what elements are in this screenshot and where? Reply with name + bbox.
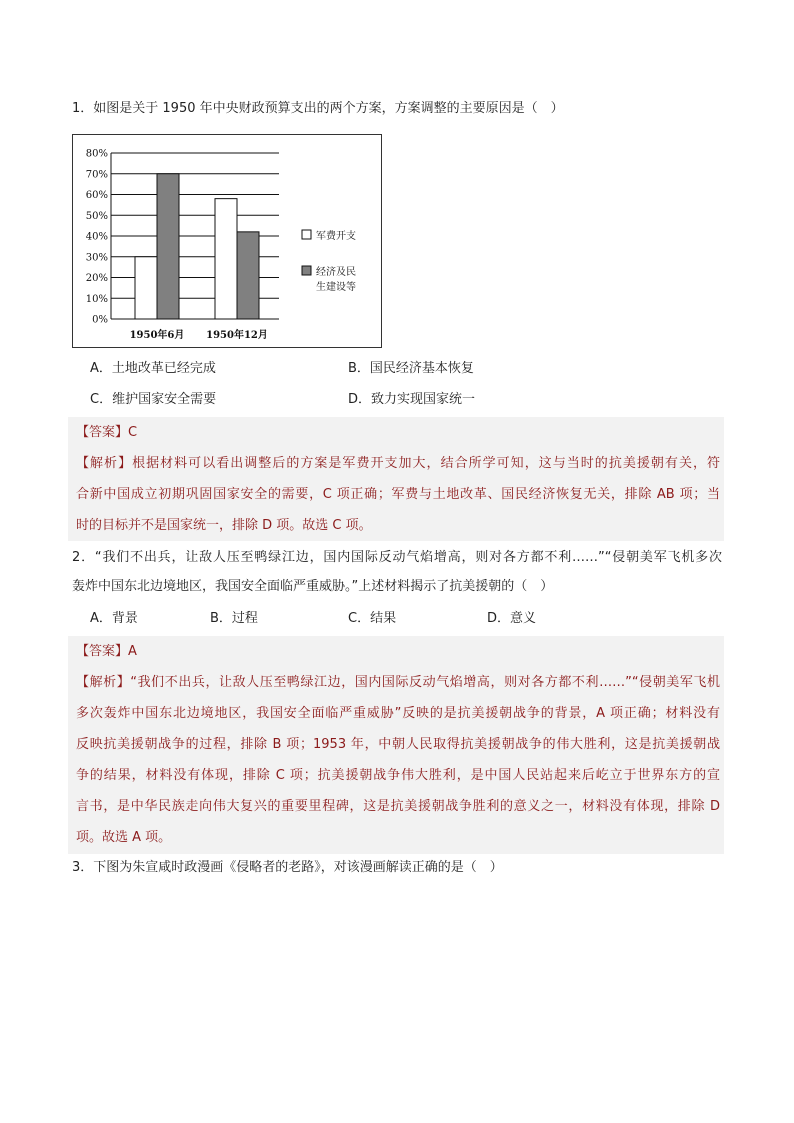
q2-analysis-line: 项。故选 A 项。 bbox=[76, 830, 172, 845]
chart-svg bbox=[73, 135, 383, 349]
q1-analysis-line: 合新中国成立初期巩固国家安全的需要，C 项正确；军费与土地改革、国民经济恢复无关，排除 AB 项；当 bbox=[76, 487, 720, 502]
y-tick-label: 80% bbox=[85, 148, 108, 160]
q2-analysis-line: 言书，是中华民族走向伟大复兴的重要里程碑，这是抗美援朝战争胜利的意义之一，材料没有体现，排除 D bbox=[76, 799, 720, 814]
y-tick-label: 10% bbox=[85, 293, 108, 305]
q1-option-b[interactable]: B．国民经济基本恢复 bbox=[348, 361, 474, 376]
y-tick-label: 30% bbox=[85, 252, 108, 264]
legend-label: 军费开支 bbox=[316, 231, 356, 242]
y-tick-label: 60% bbox=[85, 190, 108, 201]
q2-analysis-line: 多次轰炸中国东北边境地区，我国安全面临严重威胁”反映的是抗美援朝战争的背景，A 项正确；材料没有 bbox=[76, 706, 720, 721]
q1-option-c[interactable]: C．维护国家安全需要 bbox=[90, 392, 217, 407]
x-tick-label: 1950年6月 bbox=[129, 330, 185, 341]
q2-analysis-line: 【解析】“我们不出兵，让敌人压至鸭绿江边，国内国际反动气焰增高，则对各方都不利……”“侵朝美军飞机 bbox=[76, 675, 720, 690]
q1-analysis-line: 时的目标并不是国家统一，排除 D 项。故选 C 项。 bbox=[76, 518, 372, 533]
q2-option-c[interactable]: C．结果 bbox=[348, 611, 397, 626]
y-tick-label: 40% bbox=[85, 231, 108, 243]
question-2-stem-line: 2．“我们不出兵，让敌人压至鸭绿江边，国内国际反动气焰增高，则对各方都不利……”“侵朝美军飞机多次 bbox=[72, 550, 722, 565]
legend-swatch bbox=[302, 230, 311, 239]
question-2-stem-line: 轰炸中国东北边境地区，我国安全面临严重威胁。”上述材料揭示了抗美援朝的（ ） bbox=[72, 579, 554, 594]
q2-answer: 【答案】A bbox=[76, 644, 137, 659]
q1-answer: 【答案】C bbox=[76, 425, 138, 440]
q1-answer-box bbox=[68, 417, 724, 541]
legend-label: 经济及民 bbox=[316, 267, 356, 278]
q2-analysis-line: 争的结果，材料没有体现，排除 C 项；抗美援朝战争伟大胜利，是中国人民站起来后屹立于世界东方的宣 bbox=[76, 768, 720, 783]
y-tick-label: 0% bbox=[92, 314, 108, 326]
x-tick-label: 1950年12月 bbox=[206, 330, 268, 341]
legend-swatch bbox=[302, 266, 311, 275]
question-3-stem: 3．下图为朱宣咸时政漫画《侵略者的老路》，对该漫画解读正确的是（ ） bbox=[72, 860, 503, 875]
q1-option-d[interactable]: D．致力实现国家统一 bbox=[348, 392, 476, 407]
legend-label: 生建设等 bbox=[316, 282, 356, 293]
bar bbox=[237, 232, 259, 319]
q2-option-a[interactable]: A．背景 bbox=[90, 611, 138, 626]
y-tick-label: 70% bbox=[85, 169, 108, 181]
bar bbox=[215, 199, 237, 319]
q2-option-b[interactable]: B．过程 bbox=[210, 611, 258, 626]
q2-answer-box bbox=[68, 636, 724, 854]
bar bbox=[157, 174, 179, 319]
y-tick-label: 50% bbox=[85, 210, 108, 222]
bar bbox=[135, 257, 157, 319]
budget-bar-chart bbox=[72, 134, 382, 348]
q1-option-a[interactable]: A．土地改革已经完成 bbox=[90, 361, 216, 376]
q1-analysis-line: 【解析】根据材料可以看出调整后的方案是军费开支加大，结合所学可知，这与当时的抗美援朝有关，符 bbox=[76, 456, 720, 471]
question-1-stem: 1．如图是关于 1950 年中央财政预算支出的两个方案，方案调整的主要原因是（ ） bbox=[72, 101, 564, 116]
q2-option-d[interactable]: D．意义 bbox=[487, 611, 537, 626]
y-tick-label: 20% bbox=[85, 273, 108, 284]
q2-analysis-line: 反映抗美援朝战争的过程，排除 B 项；1953 年，中朝人民取得抗美援朝战争的伟大胜利，这是抗美援朝战 bbox=[76, 737, 720, 752]
